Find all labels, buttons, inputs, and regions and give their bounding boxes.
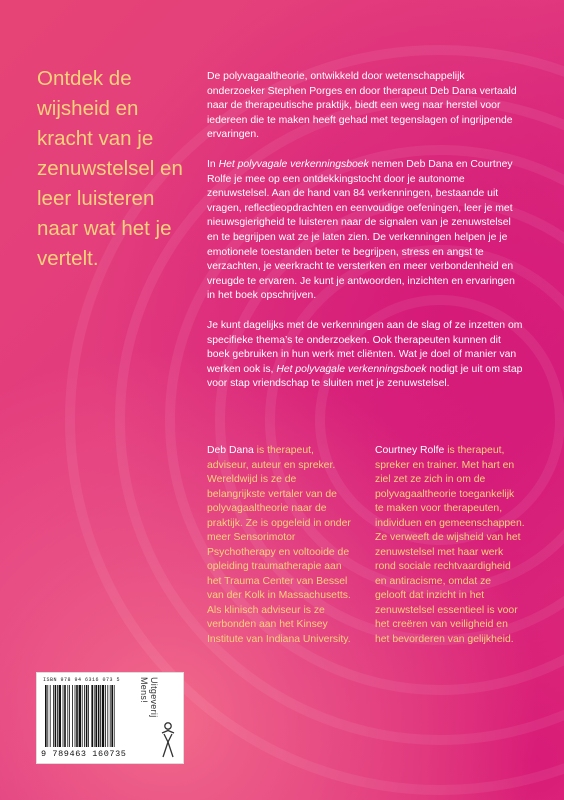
author-bios xyxy=(207,444,525,647)
author-name: Deb Dana xyxy=(207,445,254,456)
barcode-bar xyxy=(55,685,57,747)
barcode-bar xyxy=(53,685,54,747)
barcode-bar xyxy=(76,685,78,747)
paragraph-2-body: nemen Deb Dana en Courtney Rolfe je mee op een ontdekkingstocht door je autonome zenuwstelsel. Aan de hand van 84 verkenningen, bestaande uit vragen, reflectieopdrachten en eenvoudige oefeningen, leer je met nieuwsgierigheid te luisteren naar de signalen van je zenuwstelsel en te begrijpen wat ze je laten zien. De verkenningen helpen je je emotionele toestanden beter te begrijpen, stress en angst te verzachten, je veerkracht te versterken en meer verbondenheid en vreugde te ervaren. Je kunt je antwoorden, inzichten en ervaringen in het boek opschrijven. xyxy=(207,158,515,302)
barcode-bar xyxy=(95,685,97,747)
barcode-bar xyxy=(47,685,48,747)
barcode-bar xyxy=(84,685,85,747)
barcode-icon xyxy=(45,685,137,747)
barcode-bar xyxy=(82,685,83,747)
barcode-bar xyxy=(91,685,93,747)
barcode-bar xyxy=(75,685,76,747)
barcode-bar xyxy=(98,685,100,747)
person-logo-icon xyxy=(157,721,179,759)
barcode-bar xyxy=(94,685,95,747)
barcode-bar xyxy=(111,685,113,747)
cover-tagline: Ontdek de wijsheid en kracht van je zenuwstelsel en leer luisteren naar wat het je vertelt. xyxy=(37,67,183,270)
bio-courtney-rolfe xyxy=(375,444,525,647)
barcode-bar xyxy=(86,685,88,747)
blurb-text xyxy=(207,70,525,407)
barcode-bar xyxy=(105,685,106,747)
barcode-bar xyxy=(67,685,68,747)
barcode-bar xyxy=(57,685,58,747)
author-name: Courtney Rolfe xyxy=(375,445,445,456)
bio-deb-dana xyxy=(207,444,357,647)
publisher-name: Uitgeverij Mens! xyxy=(139,677,159,718)
barcode-bar xyxy=(63,685,64,747)
blurb-paragraph-2 xyxy=(207,158,525,304)
isbn-digits: 9 789463 160735 xyxy=(41,749,127,759)
barcode-bar xyxy=(64,685,66,747)
barcode-bar xyxy=(72,685,73,747)
barcode-bar xyxy=(100,685,101,747)
author-bio-text: is therapeut, adviseur, auteur en spreker. Wereldwijd is ze de belangrijkste vertaler van de polyvagaaltheorie naar de praktijk. Ze is opgeleid in onder meer Sensorimotor Psychotherapy en voltooide de opleiding traumatherapie aan het Trauma Center van Bessel van der Kolk in Massachusetts. Als klinisch adviseur is ze verbonden aan het Kinsey Institute van Indiana University. xyxy=(207,445,351,645)
paragraph-3-start: Je kunt dagelijks met de verkenningen aan de slag of ze inzetten om specifieke thema’s te onderzoeken. Ook therapeuten kunnen dit boek gebruiken in hun werk met cliënten. Wat je doel of manier van werken ook is, xyxy=(207,319,523,375)
paragraph-2-intro: In xyxy=(207,158,219,170)
blurb-paragraph-3 xyxy=(207,319,525,392)
barcode-bar xyxy=(45,685,47,747)
barcode-bar xyxy=(69,685,70,747)
book-title: Het polyvagale verkenningsboek xyxy=(218,158,369,170)
barcode-bar xyxy=(102,685,104,747)
barcode-bar xyxy=(114,685,115,747)
author-bio-text: is therapeut, spreker en trainer. Met hart en ziel zet ze zich in om de polyvagaaltheorie toegankelijk te maken voor therapeuten, individuen en gemeenschappen. Ze verweeft de wijsheid van het zenuwstelsel met haar werk rond sociale rechtvaardigheid en antiracisme, omdat ze gelooft dat inzicht in het zenuwstelsel essentieel is voor het creëren van veiligheid en het bevorderen van gelijkheid. xyxy=(375,445,525,645)
publisher-mark xyxy=(139,677,179,759)
barcode-bar xyxy=(79,685,81,747)
blurb-paragraph-1: De polyvagaaltheorie, ontwikkeld door wetenschappelijk onderzoeker Stephen Porges en door therapeut Deb Dana vertaald naar de therapeutische praktijk, biedt een weg naar herstel voor iedereen die te maken heeft gehad met tegenslagen of ingrijpende ervaringen. xyxy=(207,71,517,141)
barcode-bar xyxy=(59,685,61,747)
barcode-box xyxy=(36,672,184,764)
barcode-bar xyxy=(50,685,51,747)
isbn-label: ISBN 978 94 6316 073 5 xyxy=(43,677,121,683)
barcode-bar xyxy=(88,685,89,747)
book-title-repeat: Het polyvagale verkenningsboek xyxy=(276,363,427,375)
paragraph-3-end: nodigt je uit om stap voor stap vriendschap te sluiten met je zenuwstelsel. xyxy=(207,363,523,390)
barcode-bar xyxy=(107,685,108,747)
barcode-bar xyxy=(110,685,111,747)
